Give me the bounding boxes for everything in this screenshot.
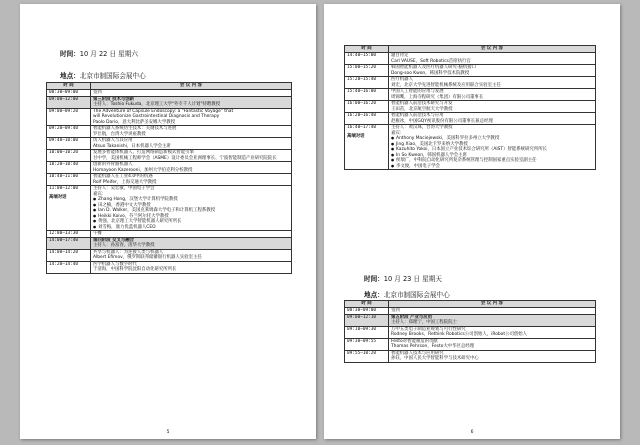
guest-list-item: ● 侯瑞广，中科院自动化研究所复杂系统管理与控制国家重点实验室副主任	[391, 158, 593, 164]
day2-time-line: 时间：10 月 23 日 星期天	[364, 275, 442, 283]
table-row	[47, 162, 292, 174]
table-row	[345, 338, 596, 350]
time-cell	[47, 108, 91, 126]
guest-list-item: ● 田之楠，香港中文大学教授	[93, 203, 289, 209]
time-cell	[47, 138, 91, 150]
time-value: 14:00—14:20	[49, 249, 79, 255]
time-value: 14:40—15:00	[347, 53, 377, 58]
time-value: 11:00—12:00	[49, 186, 79, 191]
session-detail: 主持人：孙富春，清华大学教授	[93, 243, 155, 248]
session-title: 智能机器人前沿技术与应用	[391, 113, 444, 118]
time-cell	[47, 96, 91, 108]
time-cell	[47, 174, 91, 186]
session-title: 智能机器人在工业4.0中的机遇	[93, 174, 153, 179]
header-content: 会 议 内 容	[91, 83, 292, 90]
session-detail: 甘中学，美国机械工程师学会（ASME）设计委员会亚洲理事长、宁波智能制造产业研究院院长	[93, 155, 277, 161]
table-row	[47, 150, 292, 162]
time-value: 10:20—10:40	[49, 162, 79, 167]
table-row	[47, 249, 292, 261]
time-cell	[345, 53, 389, 65]
session-type-label: 高端对话	[347, 133, 365, 139]
time-value: 09:00—09:20	[49, 108, 79, 114]
time-cell	[345, 326, 389, 338]
session-detail: 嘉宾：	[391, 130, 405, 136]
time-cell	[47, 237, 91, 249]
session-title: 医疗机器人	[391, 77, 413, 82]
time-value: 10:40—11:00	[49, 174, 79, 179]
content-cell	[389, 326, 596, 338]
table-row	[47, 138, 292, 150]
day1-venue-line: 地点：北京市制国际会展中心	[60, 72, 146, 80]
time-value: 12:00—13:30	[49, 231, 79, 236]
time-value: 16:40—17:40	[347, 125, 377, 130]
document-page-left	[20, 4, 316, 439]
session-detail: 赵雁冰，中国GQY视讯股份有限公司董事长兼总经理	[391, 118, 493, 124]
session-title: 主持人：吴宏敏，中国电子学会	[93, 186, 155, 191]
time-value: 09:00—12:00	[49, 96, 79, 102]
time-value: 09:20—09:40	[49, 126, 79, 131]
time-value: 10:00—10:20	[49, 150, 79, 155]
header-time: 时 间	[47, 83, 91, 90]
guest-list-item: ● Heikki Koivo，芬兰阿尔托大学教授	[93, 214, 289, 220]
session-detail: Albert Efimov，俄罗斯联邦储蓄银行机器人实验室主任	[93, 255, 202, 260]
session-detail: 于清海，中国科学院沈阳自动化研究所所长	[93, 267, 177, 272]
session-title: 万中五类电子制造业规划与可行性研究	[391, 326, 466, 332]
session-detail: 周锦鹰，上海寺程研究（集团）有限公司董事长	[391, 94, 484, 100]
session-detail: 主持人：Toshio Fukuda，北京理工大学"外专千人计划"特聘教授	[93, 102, 220, 107]
content-cell	[91, 174, 292, 186]
guest-list-item: ● Zhang Hong，汉堡大学计算机学院教授	[93, 197, 289, 203]
session-title: 创新的外骨骼机器人	[93, 162, 133, 167]
table-row	[47, 186, 292, 231]
time-value: 15:20—15:40	[347, 77, 377, 82]
header-time: 时 间	[345, 46, 389, 53]
session-detail: 嘉宾：	[93, 191, 107, 197]
table-row	[345, 77, 596, 89]
content-cell	[389, 89, 596, 101]
content-cell	[91, 249, 292, 261]
content-cell	[91, 108, 292, 126]
content-cell	[389, 77, 596, 89]
time-cell	[47, 186, 91, 231]
time-value: 09:10—09:30	[347, 326, 377, 332]
table-row	[345, 125, 596, 170]
time-value: 09:40—10:00	[49, 138, 79, 143]
table-row	[47, 261, 292, 273]
table-row	[47, 237, 292, 249]
session-detail: Dong-soo Kwon，韩国科学技术院教授	[391, 70, 470, 76]
table-row	[345, 113, 596, 125]
session-detail: Carl VAUSE，Soft Robotics首席执行官	[391, 58, 471, 64]
session-title: 共享与机器人：为连接人类与机器人	[93, 249, 164, 255]
session-detail: Thomas Pehrson，Festo大中华区总经理	[391, 344, 475, 349]
header-content: 会 议 内 容	[389, 46, 596, 53]
day1-time-line: 时间：10 月 22 日 星期六	[60, 50, 138, 58]
session-type-label: 高端对话	[49, 194, 67, 200]
content-cell	[91, 126, 292, 138]
time-cell	[47, 126, 91, 138]
content-cell	[389, 101, 596, 113]
session-title: 签到	[93, 90, 102, 95]
time-cell	[47, 261, 91, 273]
content-cell	[389, 65, 596, 77]
session-title: 智能机器人前沿技术研究与开发	[391, 101, 453, 106]
session-title: 发展多智能体机器人，打造网络制造新模式智能引擎	[93, 150, 194, 155]
table-row	[47, 174, 292, 186]
day2-schedule-table	[344, 300, 596, 363]
time-cell	[47, 249, 91, 261]
session-title: The Adventure of Capsule Endoscopy: a "Fantastic Voyage" that	[93, 108, 234, 114]
guest-list-item: ● 黄强，北京理工大学智能机器人研究所所长	[93, 219, 289, 225]
content-cell	[91, 96, 292, 108]
day1-schedule-table-continued	[344, 45, 596, 170]
content-cell	[389, 53, 596, 65]
time-value: 09:00—12:10	[347, 314, 377, 320]
content-cell	[389, 125, 596, 170]
content-cell	[91, 186, 292, 231]
content-cell	[91, 138, 292, 150]
session-title: 智能机器人系统仿生技术：关键技术与进展	[93, 126, 177, 131]
content-cell	[91, 261, 292, 273]
guest-list-item: ● 李文俊，中国电子学会	[391, 164, 593, 170]
time-value: 09:30—09:55	[347, 338, 377, 344]
content-cell	[389, 113, 596, 125]
session-detail: 王田苗，北京航空航天大学教授	[391, 106, 453, 112]
session-title: 第三阶段 技术与创新	[93, 96, 135, 102]
page-number: 5	[166, 430, 170, 435]
content-cell	[389, 350, 596, 362]
content-cell	[389, 314, 596, 326]
time-value: 16:00—16:20	[347, 101, 377, 106]
table-row	[345, 53, 596, 65]
time-cell	[345, 65, 389, 77]
content-cell	[91, 237, 292, 249]
time-value: 15:40—16:00	[347, 89, 377, 94]
session-title: 中国人工智能的应用与发展	[391, 89, 444, 94]
session-title: 医学机器人与数字时代	[93, 261, 137, 267]
session-detail: Homayoon Kazerooni，加州大学伯克利分校教授	[93, 167, 193, 173]
session-detail: 刘宏，北京大学先进智能机械系统及应用联合实验室主任	[391, 82, 501, 88]
session-detail: Paolo Dario，意大利比萨圣安娜大学教授	[93, 119, 175, 125]
session-detail: Rodney Brooks，Rethink Robotics公司创始人，iRobot公司创始人	[391, 332, 528, 337]
session-detail: will Revolutionize Gastrointestinal Diagnosis and Therapy	[93, 114, 220, 119]
time-value: 09:55—10:20	[347, 350, 377, 356]
header-time: 时 间	[345, 301, 389, 308]
session-title: Festo对智能制造的贡献	[391, 338, 438, 344]
guest-list-item: ● Kazuhito Yokoi，日本国立产业技术综合研究所（AIST）智能系统研究所所长	[391, 147, 593, 153]
time-value: 15:00—15:20	[347, 65, 377, 70]
time-cell	[345, 77, 389, 89]
time-cell	[345, 113, 389, 125]
content-cell	[389, 338, 596, 350]
session-title: 仿人机器人与其应用	[93, 138, 133, 143]
time-value: 14:20—14:40	[49, 261, 79, 267]
session-title: 主持人：黄汉珠，台湾大学教授	[391, 125, 453, 130]
time-cell	[345, 89, 389, 101]
time-cell	[345, 314, 389, 326]
time-cell	[47, 150, 91, 162]
session-detail: Atsuo Takanishi，日本机器人学会主席	[93, 143, 171, 149]
time-cell	[345, 101, 389, 113]
time-cell	[47, 162, 91, 174]
document-page-right	[324, 4, 620, 439]
table-row	[345, 101, 596, 113]
table-row	[345, 326, 596, 338]
content-cell	[91, 162, 292, 174]
page-number: 6	[470, 430, 474, 435]
guest-list-item: ● In So Kweon，韩国机器人学会主席	[391, 153, 593, 159]
day2-venue-line: 地点：北京市制国际会展中心	[364, 291, 450, 299]
session-title: 第四阶段 交叉与融合	[93, 237, 135, 243]
session-detail: 孙钰，中国人民大学智能科学与技术研究中心	[391, 356, 479, 361]
time-cell	[345, 338, 389, 350]
guest-list-item: ● Ian D. Walker，美国克莱姆森大学电子和计算机工程系教授	[93, 208, 289, 214]
time-value: 08:30—09:00	[49, 90, 79, 95]
session-title: 韩国智能机器人及医疗机器人研究-脑机接口	[391, 65, 477, 70]
session-title: 题目待定	[391, 53, 409, 58]
session-title: 午餐	[93, 231, 102, 236]
table-row	[47, 126, 292, 138]
day1-schedule-table	[46, 82, 292, 274]
table-row	[345, 350, 596, 362]
table-row	[345, 65, 596, 77]
session-detail: 主持人：郑理宁，中国工程院院士	[391, 320, 457, 325]
time-value: 16:20—16:40	[347, 113, 377, 118]
table-row	[345, 89, 596, 101]
table-row	[47, 108, 292, 126]
session-title: 签到	[391, 308, 400, 313]
table-row	[47, 96, 292, 108]
time-value: 08:30—09:00	[347, 308, 377, 313]
guest-list-item: ● Anthony Maciejewski，美国科罗拉多州立大学教授	[391, 136, 593, 142]
session-title: 智能机器人技术与应用研究	[391, 350, 444, 356]
table-row	[345, 314, 596, 326]
time-cell	[345, 125, 389, 170]
header-content: 会 议 内 容	[389, 301, 596, 308]
time-cell	[345, 350, 389, 362]
session-detail: Rolf Pfeifer，上海交通大学教授	[93, 179, 157, 185]
time-value: 14:00—17:40	[49, 237, 79, 243]
session-title: 第五阶段 产业与应用	[391, 314, 433, 320]
guest-list-item: ● 刘雪梅，康力优蓝机器人CEO	[93, 225, 289, 231]
session-detail: 罗仕航，台湾大学讲座教授	[93, 131, 146, 137]
content-cell	[91, 150, 292, 162]
guest-list-item: ● Jing Xiao，美国北卡罗来纳大学教授	[391, 142, 593, 148]
